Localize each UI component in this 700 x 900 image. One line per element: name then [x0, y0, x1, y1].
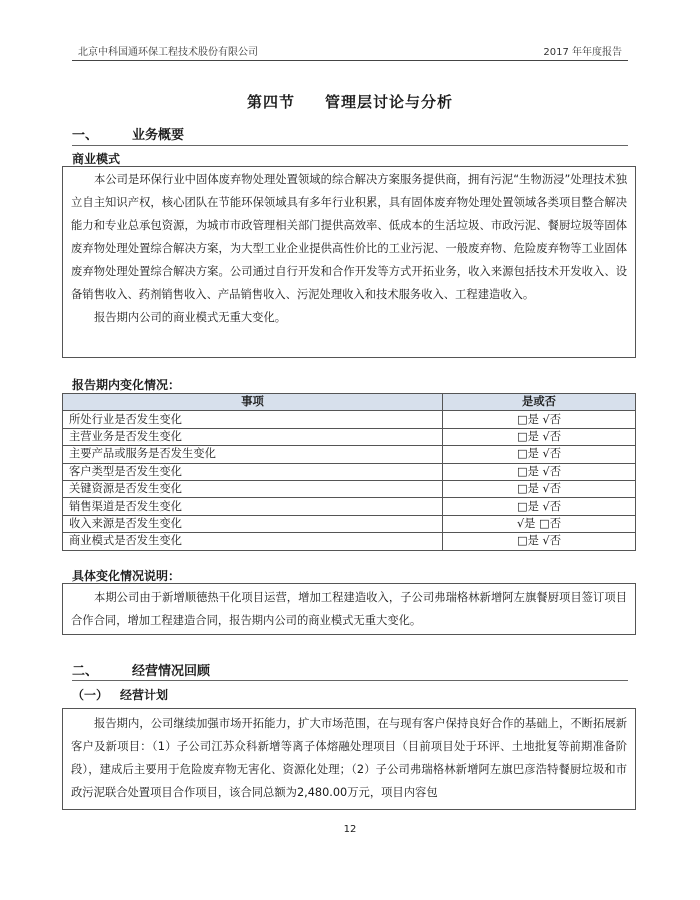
part2-title: 经营情况回顾: [132, 664, 211, 679]
row-answer: □是 √否: [443, 533, 636, 550]
detail-paragraph: 本期公司由于新增顺德热干化项目运营，增加工程建造收入，子公司弗瑞格林新增阿左旗餐厨项目签订项目合作合同，增加工程建造合同，报告期内公司的商业模式无重大变化。: [71, 591, 627, 627]
plan-heading: [72, 686, 168, 703]
table-row: [63, 515, 636, 532]
row-answer: □是 √否: [443, 428, 636, 445]
changes-table-header: [63, 394, 636, 411]
row-answer: □是 √否: [443, 463, 636, 480]
header-company: 北京中科国通环保工程技术股份有限公司: [78, 47, 258, 58]
business-model-paragraph: 本公司是环保行业中固体废弃物处理处置领域的综合解决方案服务提供商，拥有污泥“生物沥浸”处理技术独立自主知识产权，核心团队在节能环保领域具有多年行业积累，具有固体废弃物处理处置领域各类项目整合解决能力和专业总承包资源，为城市市政管理相关部门提供高效率、低成本的生活垃圾、市政污泥、餐厨垃圾等固体废弃物处理处置综合解决方案，为大型工业企业提供高性价比的工业污泥、一般废弃物、危险废弃物等工业固体废弃物处理处置综合解决方案。公司通过自行开发和合作开发等方式开拓业务，收入来源包括技术开发收入、设备销售收入、药剂销售收入、产品销售收入、污泥处理收入和技术服务收入、工程建造收入。: [71, 173, 627, 301]
table-row: [63, 428, 636, 445]
part2-number: 二、: [72, 664, 99, 679]
part2-divider: [72, 680, 628, 681]
row-item: 关键资源是否发生变化: [63, 480, 443, 497]
row-item: 所处行业是否发生变化: [63, 411, 443, 428]
business-model-conclusion: 报告期内公司的商业模式无重大变化。: [94, 311, 287, 324]
table-row: [63, 463, 636, 480]
business-model-heading: 商业模式: [72, 152, 121, 166]
plan-number: （一）: [72, 688, 109, 702]
section-title: [0, 91, 700, 112]
row-answer: □是 √否: [443, 498, 636, 515]
header-report: 2017 年年度报告: [543, 47, 622, 58]
changes-heading: 报告期内变化情况：: [72, 378, 181, 392]
header-divider: [72, 60, 628, 61]
detail-heading: 具体变化情况说明：: [72, 569, 181, 583]
plan-title: 经营计划: [120, 688, 169, 702]
part2-heading: [72, 660, 210, 679]
table-row: [63, 480, 636, 497]
row-answer: √是 □否: [443, 515, 636, 532]
part1-title: 业务概要: [132, 128, 185, 143]
page-number: 12: [343, 824, 357, 835]
part1-heading: [72, 124, 184, 143]
table-row: [63, 498, 636, 515]
row-answer: □是 √否: [443, 411, 636, 428]
business-model-box: [62, 166, 636, 358]
table-row: [63, 446, 636, 463]
row-item: 销售渠道是否发生变化: [63, 498, 443, 515]
part1-number: 一、: [72, 128, 99, 143]
section-number: 第四节: [246, 93, 295, 111]
changes-table: [62, 393, 636, 551]
row-answer: □是 √否: [443, 480, 636, 497]
part1-divider: [72, 145, 628, 146]
column-header-answer: 是或否: [443, 394, 636, 411]
detail-box: [62, 583, 636, 635]
page-header: [72, 43, 628, 59]
row-item: 主营业务是否发生变化: [63, 428, 443, 445]
table-row: [63, 411, 636, 428]
plan-box: [62, 708, 636, 810]
row-item: 收入来源是否发生变化: [63, 515, 443, 532]
row-item: 商业模式是否发生变化: [63, 533, 443, 550]
row-answer: □是 √否: [443, 446, 636, 463]
plan-paragraph: 报告期内，公司继续加强市场开拓能力，扩大市场范围，在与现有客户保持良好合作的基础上，不断拓展新客户及新项目：（1）子公司江苏众科新增等离子体熔融处理项目（目前项目处于环评、土地批复等前期准备阶段），建成后主要用于危险废弃物无害化、资源化处理；（2）子公司弗瑞格林新增阿左旗巴彦浩特餐厨垃圾和市政污泥联合处置项目合作项目，该合同总额为2,480.00万元，项目内容包: [71, 717, 627, 799]
row-item: 客户类型是否发生变化: [63, 463, 443, 480]
table-row: [63, 533, 636, 550]
row-item: 主要产品或服务是否发生变化: [63, 446, 443, 463]
column-header-item: 事项: [63, 394, 443, 411]
section-name: 管理层讨论与分析: [325, 93, 454, 111]
